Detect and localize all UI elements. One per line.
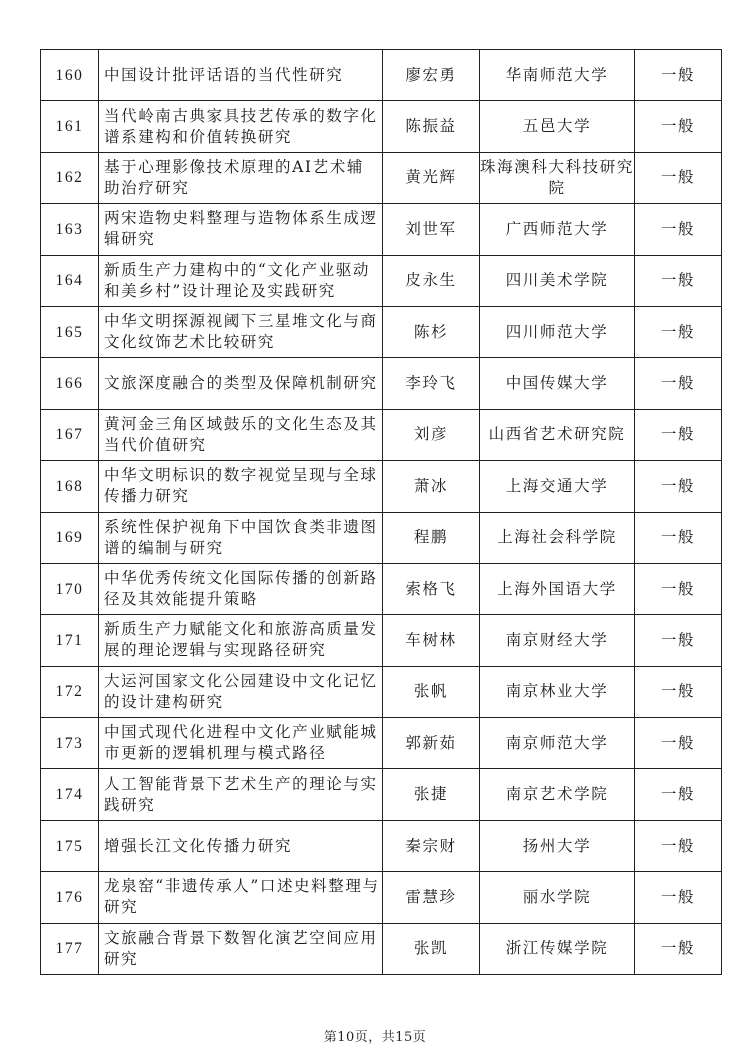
principal-name-cell: 张凯 <box>383 923 480 974</box>
project-title-cell: 中国设计批评话语的当代性研究 <box>99 50 383 101</box>
project-level-cell: 一般 <box>635 718 722 769</box>
table-row <box>41 666 722 717</box>
principal-name-cell: 刘彦 <box>383 409 480 460</box>
project-title-cell: 基于心理影像技术原理的AI艺术辅助治疗研究 <box>99 152 383 203</box>
project-level-cell: 一般 <box>635 358 722 409</box>
principal-name-cell: 陈振益 <box>383 101 480 152</box>
project-number-cell: 163 <box>41 204 99 255</box>
project-title-cell: 文旅融合背景下数智化演艺空间应用研究 <box>99 923 383 974</box>
principal-name-cell: 郭新茹 <box>383 718 480 769</box>
table-row <box>41 409 722 460</box>
page-footer: 第10页，共15页 <box>323 1030 427 1045</box>
project-number-cell: 172 <box>41 666 99 717</box>
institution-cell: 上海社会科学院 <box>480 512 635 563</box>
table-row <box>41 461 722 512</box>
project-level-cell: 一般 <box>635 666 722 717</box>
table-row <box>41 563 722 614</box>
table-row <box>41 358 722 409</box>
project-level-cell: 一般 <box>635 101 722 152</box>
principal-name-cell: 皮永生 <box>383 255 480 306</box>
table-row <box>41 306 722 357</box>
principal-name-cell: 索格飞 <box>383 563 480 614</box>
institution-cell: 四川美术学院 <box>480 255 635 306</box>
institution-cell: 南京师范大学 <box>480 718 635 769</box>
table-row <box>41 204 722 255</box>
principal-name-cell: 车树林 <box>383 615 480 666</box>
project-level-cell: 一般 <box>635 512 722 563</box>
principal-name-cell: 张帆 <box>383 666 480 717</box>
project-title-cell: 两宋造物史料整理与造物体系生成逻辑研究 <box>99 204 383 255</box>
institution-cell: 山西省艺术研究院 <box>480 409 635 460</box>
institution-cell: 中国传媒大学 <box>480 358 635 409</box>
project-title-cell: 当代岭南古典家具技艺传承的数字化谱系建构和价值转换研究 <box>99 101 383 152</box>
project-number-cell: 161 <box>41 101 99 152</box>
project-title-cell: 中国式现代化进程中文化产业赋能城市更新的逻辑机理与模式路径 <box>99 718 383 769</box>
table-row <box>41 255 722 306</box>
project-level-cell: 一般 <box>635 872 722 923</box>
institution-cell: 四川师范大学 <box>480 306 635 357</box>
institution-cell: 广西师范大学 <box>480 204 635 255</box>
project-number-cell: 174 <box>41 769 99 820</box>
project-level-cell: 一般 <box>635 820 722 871</box>
principal-name-cell: 廖宏勇 <box>383 50 480 101</box>
project-level-cell: 一般 <box>635 409 722 460</box>
project-title-cell: 新质生产力建构中的“文化产业驱动和美乡村”设计理论及实践研究 <box>99 255 383 306</box>
project-number-cell: 164 <box>41 255 99 306</box>
table-row <box>41 512 722 563</box>
table-row <box>41 101 722 152</box>
table-row <box>41 615 722 666</box>
project-level-cell: 一般 <box>635 50 722 101</box>
project-title-cell: 人工智能背景下艺术生产的理论与实践研究 <box>99 769 383 820</box>
principal-name-cell: 陈杉 <box>383 306 480 357</box>
project-level-cell: 一般 <box>635 461 722 512</box>
project-number-cell: 165 <box>41 306 99 357</box>
project-number-cell: 169 <box>41 512 99 563</box>
principal-name-cell: 程鹏 <box>383 512 480 563</box>
project-title-cell: 新质生产力赋能文化和旅游高质量发展的理论逻辑与实现路径研究 <box>99 615 383 666</box>
project-number-cell: 177 <box>41 923 99 974</box>
project-level-cell: 一般 <box>635 615 722 666</box>
institution-cell: 南京艺术学院 <box>480 769 635 820</box>
project-level-cell: 一般 <box>635 769 722 820</box>
project-level-cell: 一般 <box>635 152 722 203</box>
table-row <box>41 718 722 769</box>
institution-cell: 南京财经大学 <box>480 615 635 666</box>
project-title-cell: 中华优秀传统文化国际传播的创新路径及其效能提升策略 <box>99 563 383 614</box>
project-title-cell: 文旅深度融合的类型及保障机制研究 <box>99 358 383 409</box>
principal-name-cell: 刘世军 <box>383 204 480 255</box>
institution-cell: 华南师范大学 <box>480 50 635 101</box>
table-row <box>41 872 722 923</box>
project-title-cell: 大运河国家文化公园建设中文化记忆的设计建构研究 <box>99 666 383 717</box>
institution-cell: 南京林业大学 <box>480 666 635 717</box>
project-title-cell: 中华文明探源视阈下三星堆文化与商文化纹饰艺术比较研究 <box>99 306 383 357</box>
institution-cell: 五邑大学 <box>480 101 635 152</box>
project-number-cell: 160 <box>41 50 99 101</box>
institution-cell: 浙江传媒学院 <box>480 923 635 974</box>
institution-cell: 珠海澳科大科技研究院 <box>480 152 635 203</box>
project-list-table <box>40 49 722 975</box>
project-number-cell: 167 <box>41 409 99 460</box>
principal-name-cell: 雷慧珍 <box>383 872 480 923</box>
project-level-cell: 一般 <box>635 204 722 255</box>
institution-cell: 上海外国语大学 <box>480 563 635 614</box>
project-number-cell: 162 <box>41 152 99 203</box>
project-title-cell: 中华文明标识的数字视觉呈现与全球传播力研究 <box>99 461 383 512</box>
table-row <box>41 50 722 101</box>
institution-cell: 扬州大学 <box>480 820 635 871</box>
institution-cell: 丽水学院 <box>480 872 635 923</box>
institution-cell: 上海交通大学 <box>480 461 635 512</box>
project-title-cell: 系统性保护视角下中国饮食类非遗图谱的编制与研究 <box>99 512 383 563</box>
principal-name-cell: 张捷 <box>383 769 480 820</box>
table-row <box>41 769 722 820</box>
project-level-cell: 一般 <box>635 255 722 306</box>
project-number-cell: 170 <box>41 563 99 614</box>
project-number-cell: 173 <box>41 718 99 769</box>
project-level-cell: 一般 <box>635 563 722 614</box>
project-number-cell: 175 <box>41 820 99 871</box>
principal-name-cell: 萧冰 <box>383 461 480 512</box>
project-level-cell: 一般 <box>635 923 722 974</box>
project-level-cell: 一般 <box>635 306 722 357</box>
project-number-cell: 171 <box>41 615 99 666</box>
table-row <box>41 152 722 203</box>
table-row <box>41 923 722 974</box>
project-title-cell: 增强长江文化传播力研究 <box>99 820 383 871</box>
project-title-cell: 龙泉窑“非遗传承人”口述史料整理与研究 <box>99 872 383 923</box>
project-title-cell: 黄河金三角区域鼓乐的文化生态及其当代价值研究 <box>99 409 383 460</box>
table-row <box>41 820 722 871</box>
project-number-cell: 176 <box>41 872 99 923</box>
principal-name-cell: 黄光辉 <box>383 152 480 203</box>
principal-name-cell: 秦宗财 <box>383 820 480 871</box>
table-body <box>41 50 722 975</box>
principal-name-cell: 李玲飞 <box>383 358 480 409</box>
project-number-cell: 168 <box>41 461 99 512</box>
project-number-cell: 166 <box>41 358 99 409</box>
